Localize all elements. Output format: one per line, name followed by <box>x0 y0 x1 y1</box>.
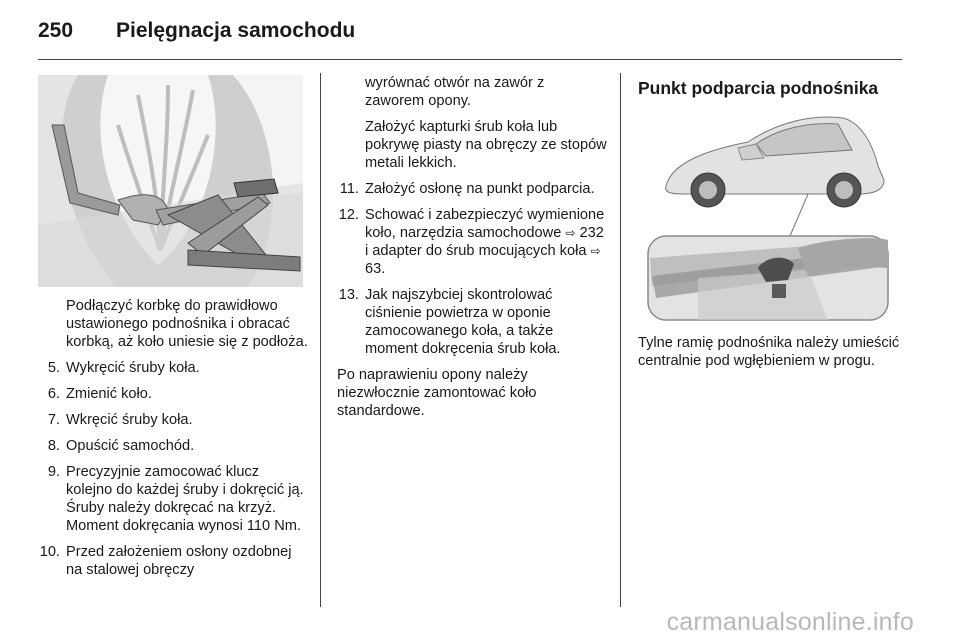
page-link-63[interactable]: 63 <box>365 261 382 277</box>
step-7: 7. Wkręcić śruby koła. <box>47 412 193 428</box>
step-8: 8. Opuścić samochód. <box>47 438 195 454</box>
cross-reference-icon: ⇨ <box>590 244 601 258</box>
watermark: carmanualsonline.info <box>666 608 914 636</box>
continuation-text-1: wyrównać otwór na zawór z zaworem opony. <box>365 75 545 109</box>
page-number: 250 <box>38 19 74 42</box>
step-10: 10. Przed założeniem osłony ozdobnej na stalowej obręczy <box>39 544 292 578</box>
column-3 <box>638 76 908 370</box>
step-13: 13. Jak najszybciej skontrolować ciśnienie powietrza w oponie zamocowanego koła, a także moment dokręcenia śrub koła. <box>338 287 561 357</box>
jack-illustration <box>38 75 303 287</box>
column-divider-1 <box>320 73 321 607</box>
page-header <box>38 14 355 48</box>
step-10-continuation <box>365 74 607 172</box>
step-list-1 <box>38 359 308 579</box>
column-2 <box>337 74 607 420</box>
step-11: 11. Założyć osłonę na punkt podparcia. <box>339 181 595 197</box>
header-rule <box>38 59 902 60</box>
page-title: Pielęgnacja samochodu <box>116 19 356 42</box>
page-link-232[interactable]: 232 <box>579 225 604 241</box>
cross-reference-icon: ⇨ <box>565 226 576 240</box>
step-list-2 <box>337 180 607 358</box>
intro-paragraph: Podłączyć korbkę do prawidłowo ustawionego podnośnika i obracać korbką, aż koło uniesie się z podłoża. <box>66 298 308 350</box>
step-12: 12. Schować i zabezpieczyć wymienione koło, narzędzia samochodowe ⇨ 232 i adapter do śrub mocujących koła ⇨ 63. <box>338 207 605 277</box>
step-9: 9. Precyzyjnie zamocować klucz kolejno do każdej śruby i dokręcić ją. Śruby należy dokręcać na krzyż. Moment dokręcania wynosi 110 Nm. <box>47 464 304 534</box>
repair-note: Po naprawieniu opony należy niezwłocznie zamontować koło standardowe. <box>337 367 537 419</box>
step-6: 6. Zmienić koło. <box>47 386 152 402</box>
jack-point-illustration <box>638 108 900 322</box>
step-5: 5. Wykręcić śruby koła. <box>47 360 200 376</box>
column-divider-2 <box>620 73 621 607</box>
column-1 <box>38 75 308 579</box>
figure-caption: Tylne ramię podnośnika należy umieścić centralnie pod wgłębieniem w progu. <box>638 335 900 369</box>
continuation-text-2: Założyć kapturki śrub koła lub pokrywę piasty na obręczy ze stopów metali lekkich. <box>365 119 607 171</box>
section-title: Punkt podparcia podnośnika <box>638 78 879 98</box>
